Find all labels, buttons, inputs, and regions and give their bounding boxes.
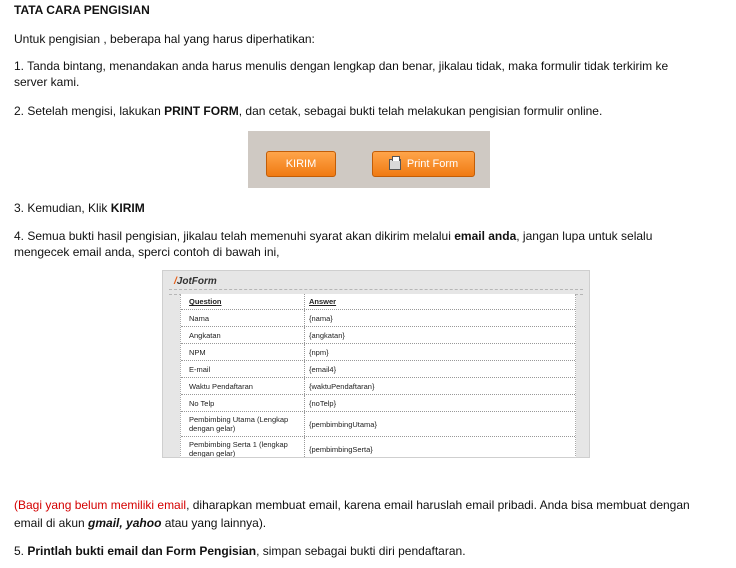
step-4-text-end: , jangan lupa untuk selalu [516, 229, 653, 243]
note-paren: ( [14, 498, 18, 512]
step-4-bold: email anda [454, 229, 517, 243]
step-2-bold: PRINT FORM [164, 104, 239, 118]
column-header-question: Question [181, 294, 305, 309]
table-row: Nama {nama} [181, 310, 575, 327]
table-row: Pembimbing Utama (Lengkap dengan gelar) {pembimbingUtama} [181, 412, 575, 437]
step-2-text-end: , dan cetak, sebagai bukti telah melakukan pengisian formulir online. [238, 104, 603, 118]
note-text-end: atau yang lainnya). [161, 516, 267, 530]
jotform-logo: /JotForm [174, 276, 217, 287]
kirim-button [266, 151, 336, 177]
table-row: No Telp {noTelp} [181, 395, 575, 412]
print-form-button [372, 151, 475, 177]
intro-text: Untuk pengisian , beberapa hal yang harus diperhatikan: [14, 32, 315, 46]
note-text: , diharapkan membuat email, karena email haruslah email pribadi. Anda bisa membuat dengan [186, 498, 690, 512]
table-header-row [181, 294, 575, 310]
step-5 [14, 544, 466, 559]
jotform-email-sample [162, 270, 590, 458]
kirim-button-label: KIRIM [285, 158, 317, 170]
note-providers: gmail, yahoo [88, 516, 162, 530]
step-4-line-1 [14, 229, 652, 244]
print-form-button-label: Print Form [406, 158, 459, 170]
jotform-table [180, 294, 576, 458]
table-row: Pembimbing Serta 1 (lengkap dengan gelar) {pembimbingSerta} [181, 437, 575, 458]
email-note-line-2 [14, 516, 266, 531]
buttons-screenshot [248, 131, 490, 188]
table-row: E-mail {email4} [181, 361, 575, 378]
step-5-text: , simpan sebagai bukti diri pendaftaran. [256, 544, 466, 558]
column-header-answer: Answer [309, 297, 337, 306]
step-3 [14, 201, 145, 216]
step-3-bold: KIRIM [110, 201, 145, 215]
email-note-line-1 [14, 498, 690, 513]
step-5-bold: Printlah bukti email dan Form Pengisian [27, 544, 257, 558]
table-row: Angkatan {angkatan} [181, 327, 575, 344]
step-5-number: 5. [14, 544, 28, 558]
note-text-start: email di akun [14, 516, 89, 530]
step-4-line-2: mengecek email anda, sperci contoh di bawah ini, [14, 245, 280, 259]
page-title: TATA CARA PENGISIAN [14, 3, 150, 17]
table-row: NPM {npm} [181, 344, 575, 361]
table-row: Waktu Pendaftaran {waktuPendaftaran} [181, 378, 575, 395]
step-2-text: 2. Setelah mengisi, lakukan [14, 104, 165, 118]
step-1-line-2: server kami. [14, 75, 80, 89]
printer-icon [389, 159, 401, 170]
step-4-text: 4. Semua bukti hasil pengisian, jikalau telah memenuhi syarat akan dikirim melalui [14, 229, 455, 243]
step-3-text: 3. Kemudian, Klik [14, 201, 111, 215]
step-2 [14, 104, 602, 119]
step-1-line-1: 1. Tanda bintang, menandakan anda harus menulis dengan lengkap dan benar, jikalau tidak, maka formulir tidak terkirim ke [14, 59, 669, 73]
note-red-bold: Bagi yang belum memiliki email [18, 498, 187, 512]
